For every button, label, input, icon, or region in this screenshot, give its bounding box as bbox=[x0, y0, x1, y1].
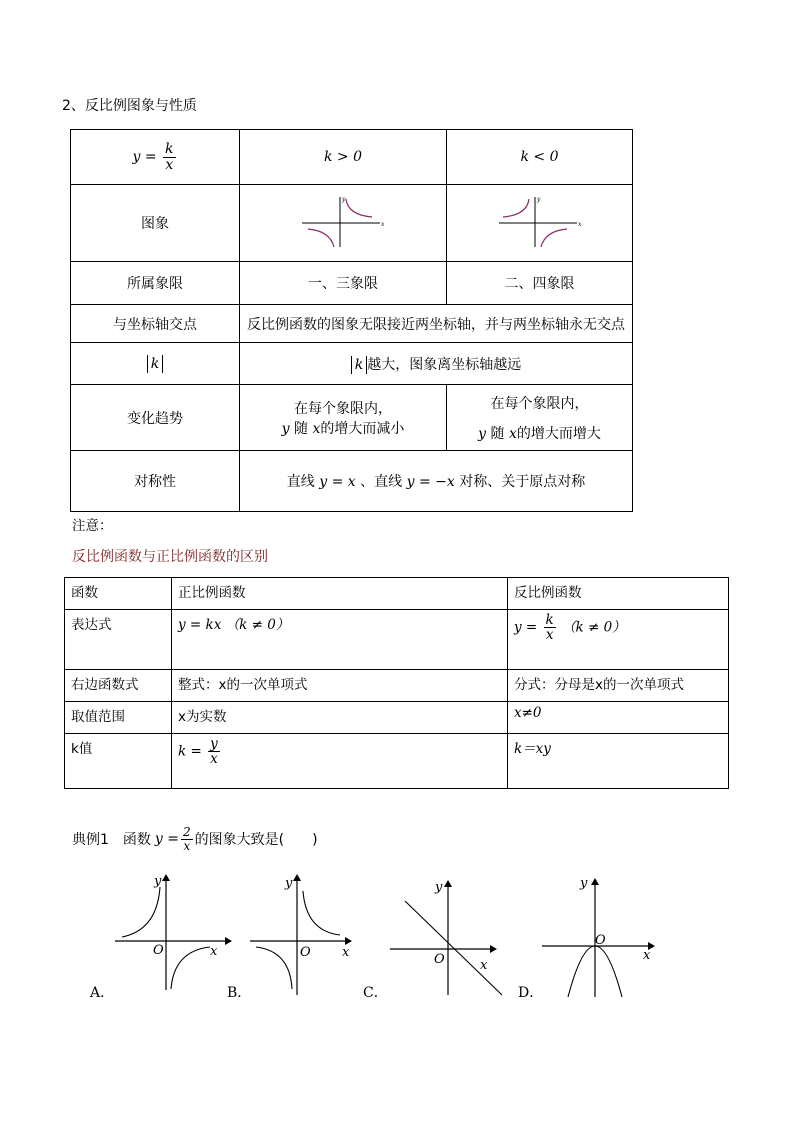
symmetry-text: 对称、关于原点对称 bbox=[459, 474, 586, 490]
axis-y-label: y bbox=[536, 196, 540, 203]
origin-label: O bbox=[434, 952, 445, 967]
range-label: 取值范围 bbox=[65, 702, 172, 734]
graph-k-negative bbox=[447, 185, 633, 262]
option-d-graph[interactable] bbox=[542, 876, 655, 997]
symmetry-text: 、直线 bbox=[360, 474, 403, 490]
example-lhs: y = bbox=[154, 831, 180, 848]
trend-line1: 在每个象限内， bbox=[294, 400, 392, 417]
graph-label: 图象 bbox=[71, 185, 240, 262]
denominator: x bbox=[165, 156, 174, 173]
numerator: k bbox=[545, 612, 554, 628]
table-row bbox=[65, 610, 729, 670]
fraction bbox=[208, 737, 220, 766]
equals: = bbox=[144, 149, 157, 165]
axis-y-label: y bbox=[580, 876, 588, 891]
abs-k-value bbox=[240, 343, 633, 385]
header-direct: 正比例函数 bbox=[172, 578, 508, 610]
var-y: y bbox=[281, 420, 290, 437]
line-eq-2: y = −x bbox=[406, 474, 455, 490]
inverse-lhs: y = bbox=[514, 619, 538, 636]
quadrant-positive: 一、三象限 bbox=[240, 262, 447, 305]
option-b-graph[interactable] bbox=[250, 874, 352, 995]
fraction bbox=[163, 142, 175, 172]
comparison-table bbox=[64, 577, 729, 789]
fraction bbox=[544, 613, 556, 642]
header-inverse: 反比例函数 bbox=[508, 578, 729, 610]
quadrant-label: 所属象限 bbox=[71, 262, 240, 305]
note-label: 注意： bbox=[72, 518, 113, 534]
table-row bbox=[71, 343, 633, 385]
k-negative-header: k < 0 bbox=[447, 130, 633, 185]
right-direct: 整式：x的一次单项式 bbox=[172, 670, 508, 702]
axis-x-label: x bbox=[577, 221, 581, 228]
trend-line2 bbox=[451, 423, 628, 443]
range-inverse: x≠0 bbox=[508, 702, 729, 734]
intersect-value: 反比例函数的图象无限接近两坐标轴，并与两坐标轴永无交点 bbox=[240, 305, 633, 343]
trend-label: 变化趋势 bbox=[71, 385, 240, 451]
option-d-label[interactable]: D． bbox=[518, 985, 544, 1001]
table-row bbox=[71, 262, 633, 305]
trend-positive bbox=[240, 385, 447, 451]
option-c-graph[interactable] bbox=[390, 880, 502, 995]
trend-text: 随 bbox=[294, 420, 308, 437]
direct-formula: y = kx bbox=[178, 617, 222, 633]
header-function: 函数 bbox=[65, 578, 172, 610]
abs-k-label bbox=[71, 343, 240, 385]
var-x: x bbox=[312, 420, 321, 437]
origin-label: O bbox=[300, 945, 311, 960]
right-label: 右边函数式 bbox=[65, 670, 172, 702]
symmetry-value bbox=[240, 451, 633, 512]
inverse-condition: （k ≠ 0） bbox=[562, 619, 626, 636]
abs-k: k bbox=[351, 356, 367, 374]
fraction bbox=[181, 826, 193, 852]
axis-y-label: y bbox=[435, 880, 443, 895]
axis-x-label: x bbox=[210, 944, 218, 959]
trend-line1: 在每个象限内， bbox=[490, 395, 589, 412]
trend-text: 的增大而减小 bbox=[320, 420, 405, 437]
abs-k-text: 越大，图象离坐标轴越远 bbox=[367, 356, 522, 373]
hyperbola-graph-positive bbox=[298, 193, 388, 249]
option-a-graph[interactable] bbox=[115, 874, 232, 990]
quadrant-negative: 二、四象限 bbox=[447, 262, 633, 305]
axis-y-label: y bbox=[154, 874, 162, 889]
example-prefix: 典例1 函数 bbox=[72, 832, 151, 849]
comparison-subtitle: 反比例函数与正比例函数的区别 bbox=[72, 549, 268, 565]
table-row bbox=[71, 385, 633, 451]
properties-table bbox=[70, 129, 633, 512]
numerator: 2 bbox=[183, 825, 191, 839]
axis-x-label: x bbox=[643, 948, 651, 963]
function-header bbox=[71, 130, 240, 185]
var-y: y bbox=[132, 149, 141, 165]
trend-text: 的增大而增大 bbox=[516, 425, 601, 442]
axis-y-label: y bbox=[285, 876, 293, 891]
table-row bbox=[65, 578, 729, 610]
table-row bbox=[71, 305, 633, 343]
option-c-label[interactable]: C． bbox=[363, 985, 388, 1001]
example-suffix: 的图象大致是( ) bbox=[194, 832, 318, 849]
axis-y-label: y bbox=[342, 196, 346, 203]
expr-label: 表达式 bbox=[65, 610, 172, 670]
graph-k-positive bbox=[240, 185, 447, 262]
k-positive-header: k > 0 bbox=[240, 130, 447, 185]
trend-line2 bbox=[244, 418, 442, 438]
axis-x-label: x bbox=[480, 958, 488, 973]
denominator: x bbox=[545, 627, 554, 644]
option-b-label[interactable]: B． bbox=[227, 985, 252, 1001]
k-lhs: k = bbox=[178, 743, 202, 760]
table-row bbox=[65, 670, 729, 702]
table-row bbox=[71, 185, 633, 262]
denominator: x bbox=[210, 751, 218, 768]
range-direct: x为实数 bbox=[172, 702, 508, 734]
line-eq-1: y = x bbox=[319, 474, 356, 490]
var-y: y bbox=[478, 425, 487, 442]
axis-x-label: x bbox=[342, 945, 350, 960]
abs-k: k bbox=[147, 355, 163, 373]
table-row bbox=[71, 130, 633, 185]
intersect-label: 与坐标轴交点 bbox=[71, 305, 240, 343]
table-row bbox=[65, 702, 729, 734]
option-a-label[interactable]: A． bbox=[90, 985, 115, 1001]
symmetry-text: 直线 bbox=[286, 474, 315, 490]
k-direct bbox=[172, 734, 508, 789]
k-inverse: k＝xy bbox=[508, 734, 729, 789]
hyperbola-graph-negative bbox=[495, 193, 585, 249]
origin-label: O bbox=[153, 943, 164, 958]
table-row bbox=[71, 451, 633, 512]
symmetry-label: 对称性 bbox=[71, 451, 240, 512]
numerator: k bbox=[165, 140, 174, 157]
section-title: 2、反比例图象与性质 bbox=[62, 98, 197, 114]
k-label: k值 bbox=[65, 734, 172, 789]
expr-direct bbox=[172, 610, 508, 670]
axis-x-label: x bbox=[381, 221, 385, 228]
expr-inverse bbox=[508, 610, 729, 670]
direct-condition: （k ≠ 0） bbox=[225, 617, 290, 633]
right-inverse: 分式：分母是x的一次单项式 bbox=[508, 670, 729, 702]
answer-options bbox=[60, 865, 680, 1005]
table-row bbox=[65, 734, 729, 789]
var-x: x bbox=[508, 425, 517, 442]
trend-text: 随 bbox=[490, 425, 505, 442]
trend-negative bbox=[447, 385, 633, 451]
numerator: y bbox=[210, 736, 218, 752]
example-question bbox=[72, 826, 318, 852]
origin-label: O bbox=[595, 933, 606, 948]
denominator: x bbox=[183, 838, 191, 853]
